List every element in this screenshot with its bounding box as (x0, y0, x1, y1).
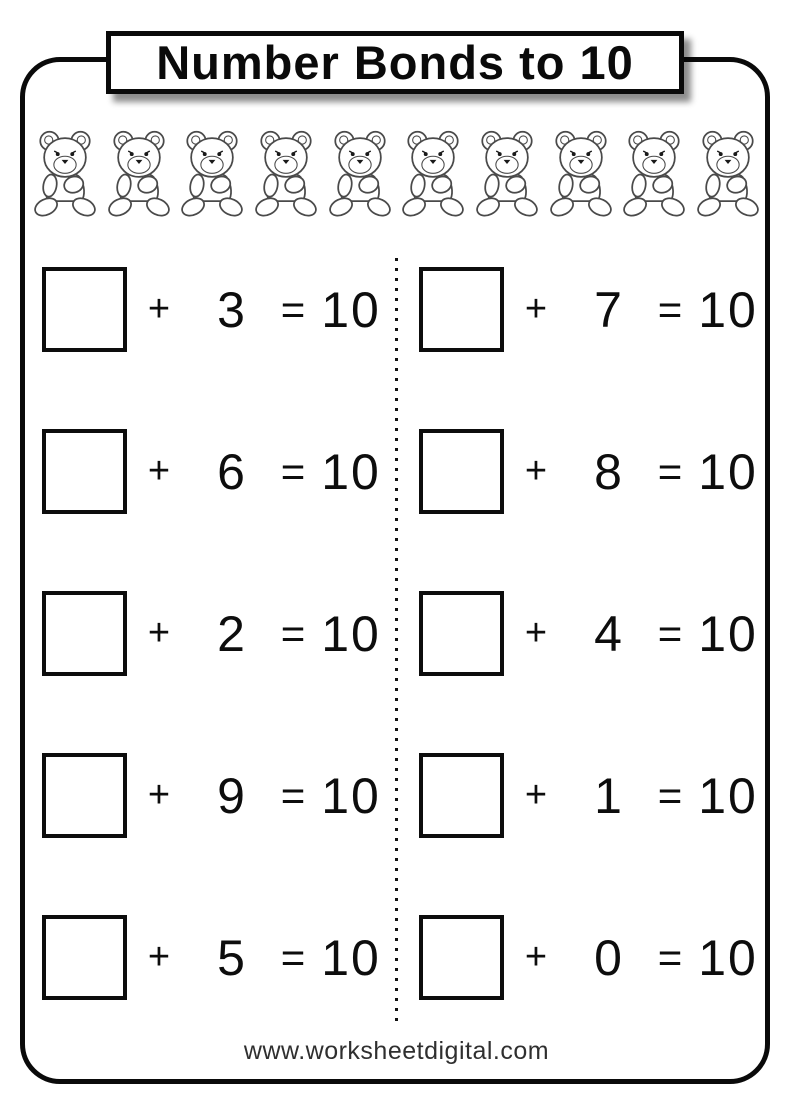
answer-box[interactable] (42, 753, 127, 838)
equals-sign: = (657, 933, 683, 981)
problems-column-right (419, 267, 762, 1077)
teddy-bear-icon (107, 126, 171, 220)
dotted-divider (395, 258, 398, 1028)
plus-sign: + (147, 612, 171, 654)
answer-box[interactable] (419, 753, 504, 838)
sum-value: 10 (321, 767, 381, 824)
equals-sign: = (657, 447, 683, 495)
plus-sign: + (147, 288, 171, 330)
equals-sign: = (657, 609, 683, 657)
equals-sign: = (280, 771, 306, 819)
problem-row (419, 267, 762, 352)
plus-sign: + (524, 774, 548, 816)
teddy-bear-icon (549, 126, 613, 220)
teddy-bear-icon (328, 126, 392, 220)
answer-box[interactable] (419, 915, 504, 1000)
addend: 1 (594, 767, 622, 824)
answer-box[interactable] (419, 591, 504, 676)
teddy-bear-icon (33, 126, 97, 220)
addend: 4 (594, 605, 622, 662)
addend: 3 (217, 281, 245, 338)
plus-sign: + (147, 774, 171, 816)
answer-box[interactable] (419, 429, 504, 514)
addend: 0 (594, 929, 622, 986)
addend: 9 (217, 767, 245, 824)
sum-value: 10 (698, 929, 758, 986)
problems-column-left (42, 267, 385, 1077)
plus-sign: + (524, 612, 548, 654)
problem-row (419, 753, 762, 838)
sum-value: 10 (698, 281, 758, 338)
problem-row (419, 591, 762, 676)
answer-box[interactable] (42, 429, 127, 514)
title-banner (106, 31, 684, 94)
equals-sign: = (280, 933, 306, 981)
sum-value: 10 (698, 767, 758, 824)
teddy-bear-icon (401, 126, 465, 220)
sum-value: 10 (321, 929, 381, 986)
problem-row (42, 591, 385, 676)
teddy-bear-icon (696, 126, 760, 220)
answer-box[interactable] (42, 915, 127, 1000)
sum-value: 10 (321, 605, 381, 662)
problem-row (42, 267, 385, 352)
equals-sign: = (280, 447, 306, 495)
equals-sign: = (657, 771, 683, 819)
plus-sign: + (147, 936, 171, 978)
answer-box[interactable] (419, 267, 504, 352)
problem-row (42, 429, 385, 514)
plus-sign: + (524, 936, 548, 978)
sum-value: 10 (698, 443, 758, 500)
addend: 5 (217, 929, 245, 986)
footer-url: www.worksheetdigital.com (243, 1037, 550, 1065)
plus-sign: + (524, 288, 548, 330)
sum-value: 10 (321, 443, 381, 500)
problem-row (419, 915, 762, 1000)
teddy-bear-icon (475, 126, 539, 220)
teddy-bear-icon (622, 126, 686, 220)
teddy-bear-icon (254, 126, 318, 220)
teddy-bear-icon (180, 126, 244, 220)
plus-sign: + (147, 450, 171, 492)
equals-sign: = (280, 609, 306, 657)
addend: 7 (594, 281, 622, 338)
sum-value: 10 (698, 605, 758, 662)
addend: 8 (594, 443, 622, 500)
problem-row (42, 753, 385, 838)
plus-sign: + (524, 450, 548, 492)
equals-sign: = (280, 285, 306, 333)
answer-box[interactable] (42, 267, 127, 352)
problem-row (42, 915, 385, 1000)
teddy-bear-row (33, 126, 760, 220)
equals-sign: = (657, 285, 683, 333)
problem-row (419, 429, 762, 514)
answer-box[interactable] (42, 591, 127, 676)
sum-value: 10 (321, 281, 381, 338)
addend: 2 (217, 605, 245, 662)
addend: 6 (217, 443, 245, 500)
page-title: Number Bonds to 10 (156, 36, 634, 89)
